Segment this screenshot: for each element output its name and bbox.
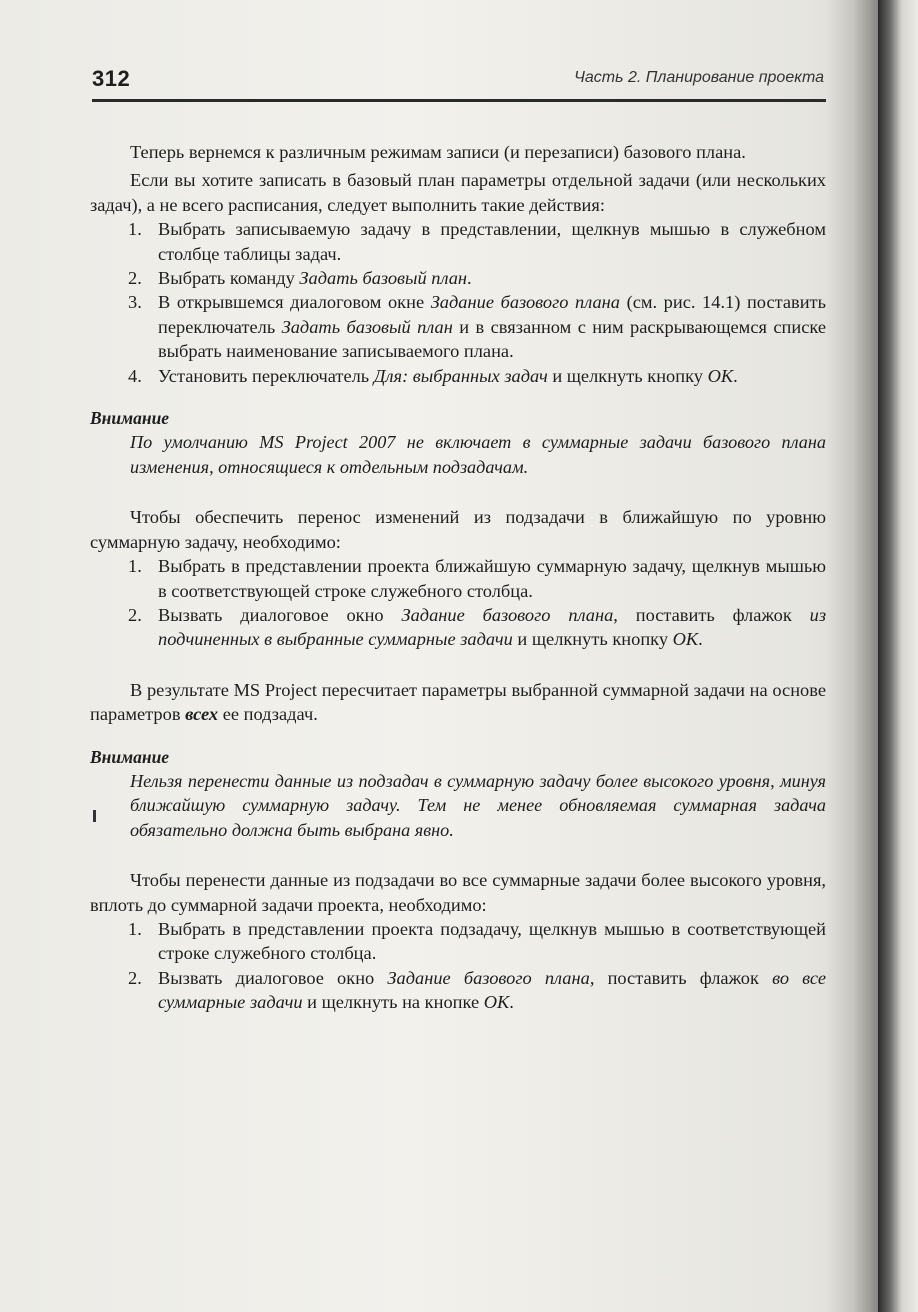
running-head: Часть 2. Планирование проекта [574, 69, 824, 86]
list-item: 1. Выбрать записываемую задачу в представлении, щелкнув мышью в служебном столбце таблицы задач. [128, 219, 826, 264]
list-item: 2. Вызвать диалоговое окно Задание базового плана, поставить флажок из подчиненных в выбранные суммарные задачи и щелкнуть кнопку ОК. [128, 604, 826, 650]
steps-list-3 [90, 917, 826, 1015]
next-page-edge [878, 0, 918, 1312]
note-body: Нельзя перенести данные из подзадач в суммарную задачу более высокого уровня, минуя ближайшую суммарную задачу. Тем не менее обновляемая суммарная задача обязательно должна быть выбрана явно. [130, 770, 826, 840]
paragraph-section-3: Чтобы перенести данные из подзадачи во все суммарные задачи более высокого уровня, вплоть до суммарной задачи проекта, необходимо: [90, 870, 826, 915]
option-name: Для: выбранных задач [373, 365, 548, 386]
list-item: 4. Установить переключатель Для: выбранных задач и щелкнуть кнопку ОК. [128, 365, 738, 386]
dialog-name: Задание базового плана [401, 604, 614, 625]
paragraph-result: В результате MS Project пересчитает параметры выбранной суммарной задачи на основе параметров всех ее подзадач. [90, 679, 826, 725]
paragraph-intro-2: Если вы хотите записать в базовый план параметры отдельной задачи (или нескольких задач), а не всего расписания, следует выполнить такие действия: [90, 170, 826, 215]
list-item: 2. Выбрать команду Задать базовый план. [128, 268, 472, 289]
button-name: ОК [707, 365, 734, 386]
paragraph-intro-1: Теперь вернемся к различным режимам записи (и перезаписи) базового плана. [130, 142, 746, 162]
list-item: 2. Вызвать диалоговое окно Задание базового плана, поставить флажок во все суммарные задачи и щелкнуть на кнопке ОК. [128, 967, 826, 1013]
dialog-name: Задание базового плана [387, 967, 590, 988]
page-body [90, 140, 826, 1015]
page-header [92, 66, 824, 96]
steps-list-1 [90, 217, 826, 388]
page-number: 312 [92, 66, 131, 91]
option-name: Задать базовый план [281, 316, 453, 337]
button-name: ОК [672, 629, 699, 650]
command-name: Задать базовый план [299, 268, 468, 289]
paragraph-section-2: Чтобы обеспечить перенос изменений из подзадачи в ближайшую по уровню суммарную задачу, необходимо: [90, 507, 826, 552]
button-name: ОК [483, 992, 510, 1013]
list-item: 3. В открывшемся диалоговом окне Задание базового плана (см. рис. 14.1) поставить переключатель Задать базовый план и в связанном с ним раскрывающемся списке выбрать наименование записываемого плана. [128, 292, 827, 362]
list-item: 1. Выбрать в представлении проекта подзадачу, щелкнув мышью в соответствующей строке служебного столбца. [128, 918, 826, 964]
header-rule [92, 99, 826, 102]
dialog-name: Задание базового плана [430, 292, 620, 313]
option-name: во все суммарные задачи [158, 967, 826, 1013]
note-body: По умолчанию MS Project 2007 не включает в суммарные задачи базового плана изменения, относящиеся к отдельным подзадачам. [130, 432, 826, 477]
note-title: Внимание [90, 746, 170, 767]
steps-list-2 [90, 554, 826, 652]
list-item: 1. Выбрать в представлении проекта ближайшую суммарную задачу, щелкнув мышью в соответствующей строке служебного столбца. [128, 556, 826, 601]
option-name: из подчиненных в выбранные суммарные задачи [158, 604, 826, 650]
note-title: Внимание [90, 408, 170, 429]
